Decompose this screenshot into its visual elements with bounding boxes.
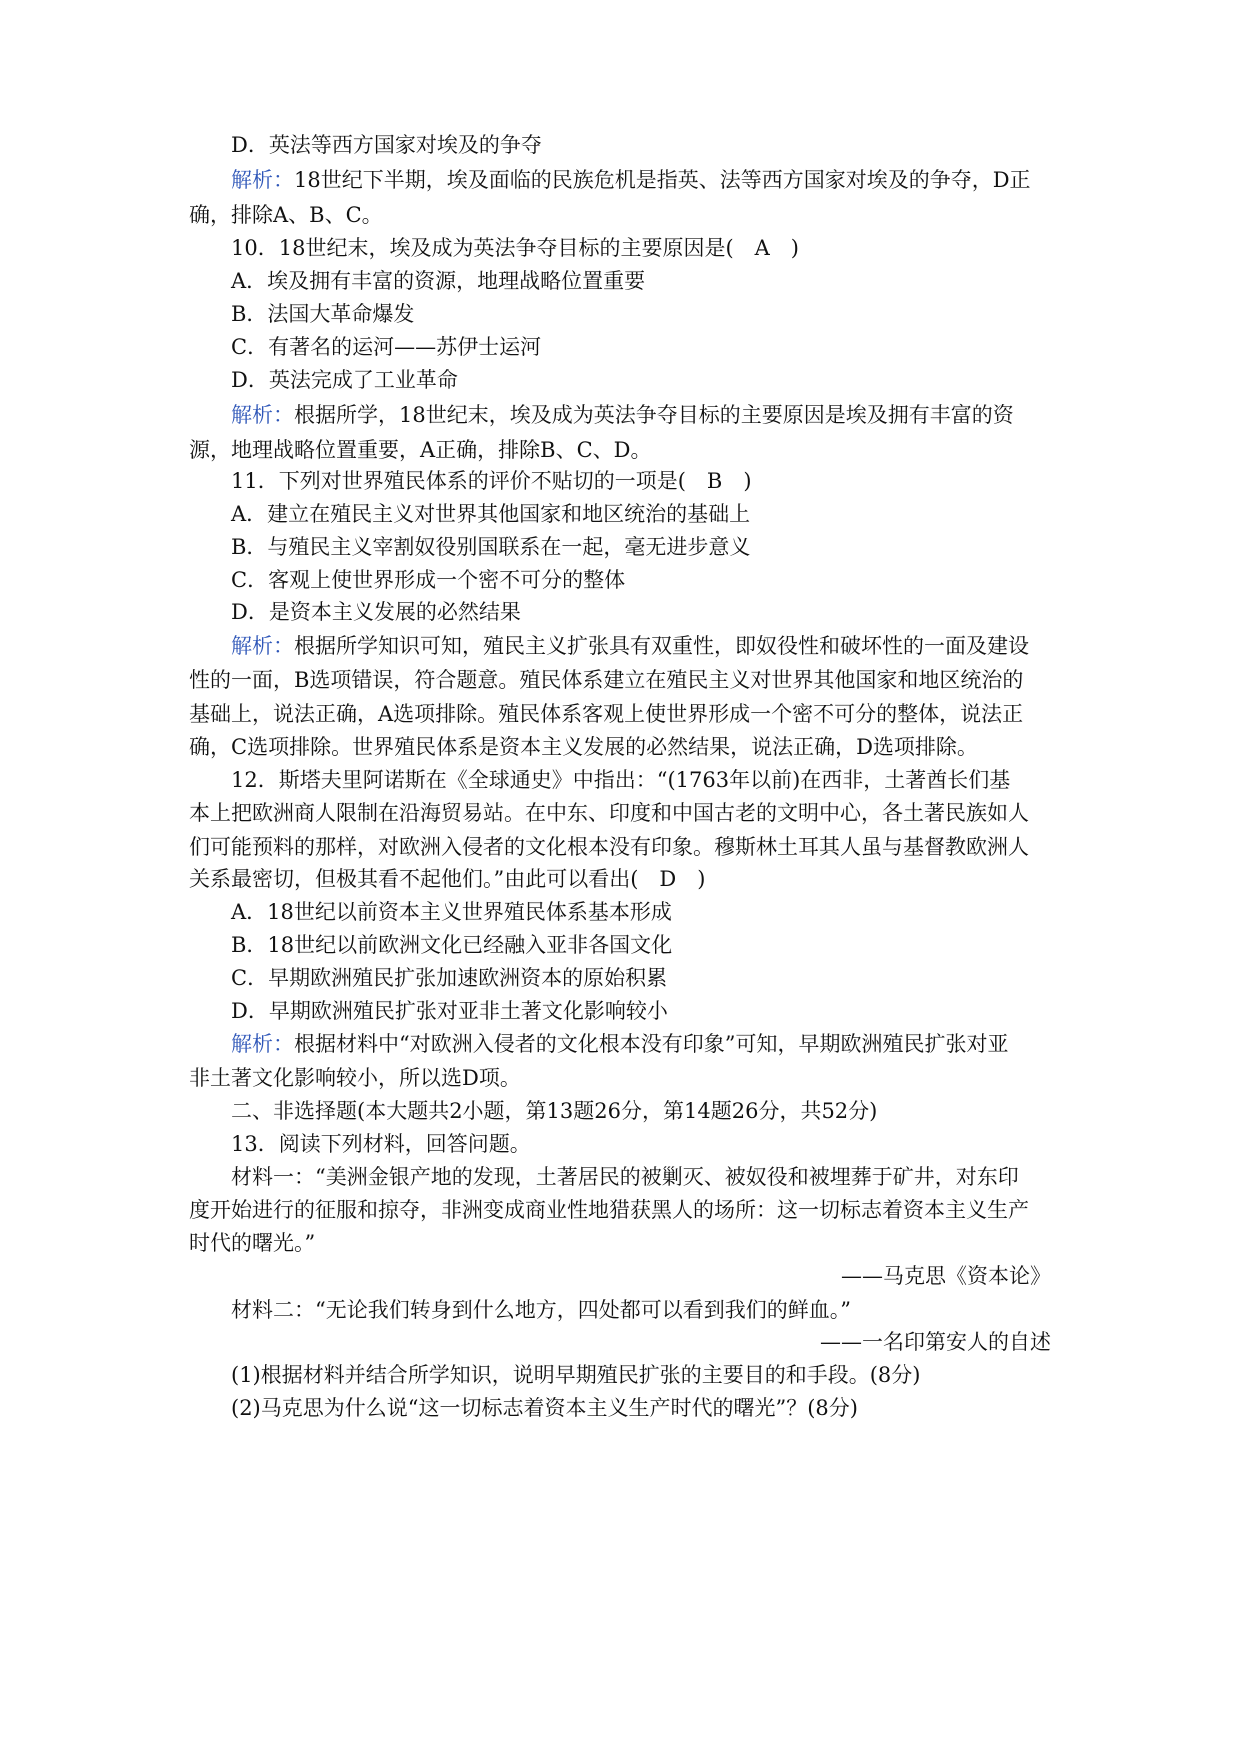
q11-option-c: C．客观上使世界形成一个密不可分的整体 (231, 568, 626, 592)
q13-material-1-cont-1: 度开始进行的征服和掠夺，非洲变成商业性地猎获黑人的场所：这一切标志着资本主义生产 (189, 1198, 1029, 1222)
analysis-text: 根据所学，18世纪末，埃及成为英法争夺目标的主要原因是埃及拥有丰富的资 (294, 403, 1014, 427)
analysis-label: 解析： (231, 403, 294, 427)
q10-option-a: A．埃及拥有丰富的资源，地理战略位置重要 (231, 269, 646, 293)
q12-option-d: D．早期欧洲殖民扩张对亚非土著文化影响较小 (231, 999, 668, 1023)
q13-stem: 13．阅读下列材料，回答问题。 (231, 1132, 531, 1156)
q13-material-2: 材料二：“无论我们转身到什么地方，四处都可以看到我们的鲜血。” (231, 1298, 851, 1322)
q12-stem-1: 12．斯塔夫里阿诺斯在《全球通史》中指出：“(1763年以前)在西非，土著酋长们基 (231, 768, 1011, 792)
q13-material-1: 材料一：“美洲金银产地的发现，土著居民的被剿灭、被奴役和被埋葬于矿井，对东印 (231, 1165, 1019, 1189)
q11-analysis-cont-1: 性的一面，B选项错误，符合题意。殖民体系建立在殖民主义对世界其他国家和地区统治的 (189, 668, 1024, 692)
q10-option-d: D．英法完成了工业革命 (231, 368, 458, 392)
q12-stem-4: 关系最密切，但极其看不起他们。”由此可以看出( D ) (189, 867, 706, 891)
q11-stem: 11．下列对世界殖民体系的评价不贴切的一项是( B ) (231, 469, 752, 493)
q10-option-c: C．有著名的运河——苏伊士运河 (231, 335, 542, 359)
analysis-text: 根据材料中“对欧洲入侵者的文化根本没有印象”可知，早期欧洲殖民扩张对亚 (294, 1032, 1009, 1056)
q11-analysis-cont-3: 确，C选项排除。世界殖民体系是资本主义发展的必然结果，说法正确，D选项排除。 (189, 735, 978, 759)
q9-analysis (231, 160, 1051, 200)
q13-material-1-source: ——马克思《资本论》 (841, 1264, 1051, 1288)
q11-option-b: B．与殖民主义宰割奴役别国联系在一起，毫无进步意义 (231, 535, 751, 559)
q11-option-d: D．是资本主义发展的必然结果 (231, 600, 521, 624)
analysis-text: 18世纪下半期，埃及面临的民族危机是指英、法等西方国家对埃及的争夺，D正 (294, 168, 1031, 192)
section-heading: 二、非选择题(本大题共2小题，第13题26分，第14题26分，共52分) (231, 1099, 878, 1123)
q12-option-a: A．18世纪以前资本主义世界殖民体系基本形成 (231, 900, 672, 924)
analysis-text: 根据所学知识可知，殖民主义扩张具有双重性，即奴役性和破坏性的一面及建设 (294, 634, 1029, 658)
q12-stem-2: 本上把欧洲商人限制在沿海贸易站。在中东、印度和中国古老的文明中心，各土著民族如人 (189, 801, 1029, 825)
q9-option-d: D．英法等西方国家对埃及的争夺 (231, 133, 542, 157)
analysis-label: 解析： (231, 1032, 294, 1056)
q11-analysis-cont-2: 基础上，说法正确，A选项排除。殖民体系客观上使世界形成一个密不可分的整体，说法正 (189, 702, 1024, 726)
q11-option-a: A．建立在殖民主义对世界其他国家和地区统治的基础上 (231, 502, 751, 526)
q13-material-1-cont-2: 时代的曙光。” (189, 1231, 316, 1255)
q10-analysis-cont: 源，地理战略位置重要，A正确，排除B、C、D。 (189, 438, 652, 462)
analysis-label: 解析： (231, 168, 294, 192)
q12-option-c: C．早期欧洲殖民扩张加速欧洲资本的原始积累 (231, 966, 668, 990)
q10-analysis (231, 395, 1051, 435)
analysis-label: 解析： (231, 634, 294, 658)
q12-option-b: B．18世纪以前欧洲文化已经融入亚非各国文化 (231, 933, 673, 957)
q12-analysis-cont: 非土著文化影响较小，所以选D项。 (189, 1066, 521, 1090)
q10-stem: 10．18世纪末，埃及成为英法争夺目标的主要原因是( A ) (231, 236, 799, 260)
q13-material-2-source: ——一名印第安人的自述 (820, 1330, 1051, 1354)
q13-subquestion-2: (2)马克思为什么说“这一切标志着资本主义生产时代的曙光”？(8分) (231, 1396, 858, 1420)
q9-analysis-cont: 确，排除A、B、C。 (189, 203, 383, 227)
q12-stem-3: 们可能预料的那样，对欧洲入侵者的文化根本没有印象。穆斯林土耳其人虽与基督教欧洲人 (189, 835, 1029, 859)
q13-subquestion-1: (1)根据材料并结合所学知识，说明早期殖民扩张的主要目的和手段。(8分) (231, 1363, 921, 1387)
q10-option-b: B．法国大革命爆发 (231, 302, 415, 326)
